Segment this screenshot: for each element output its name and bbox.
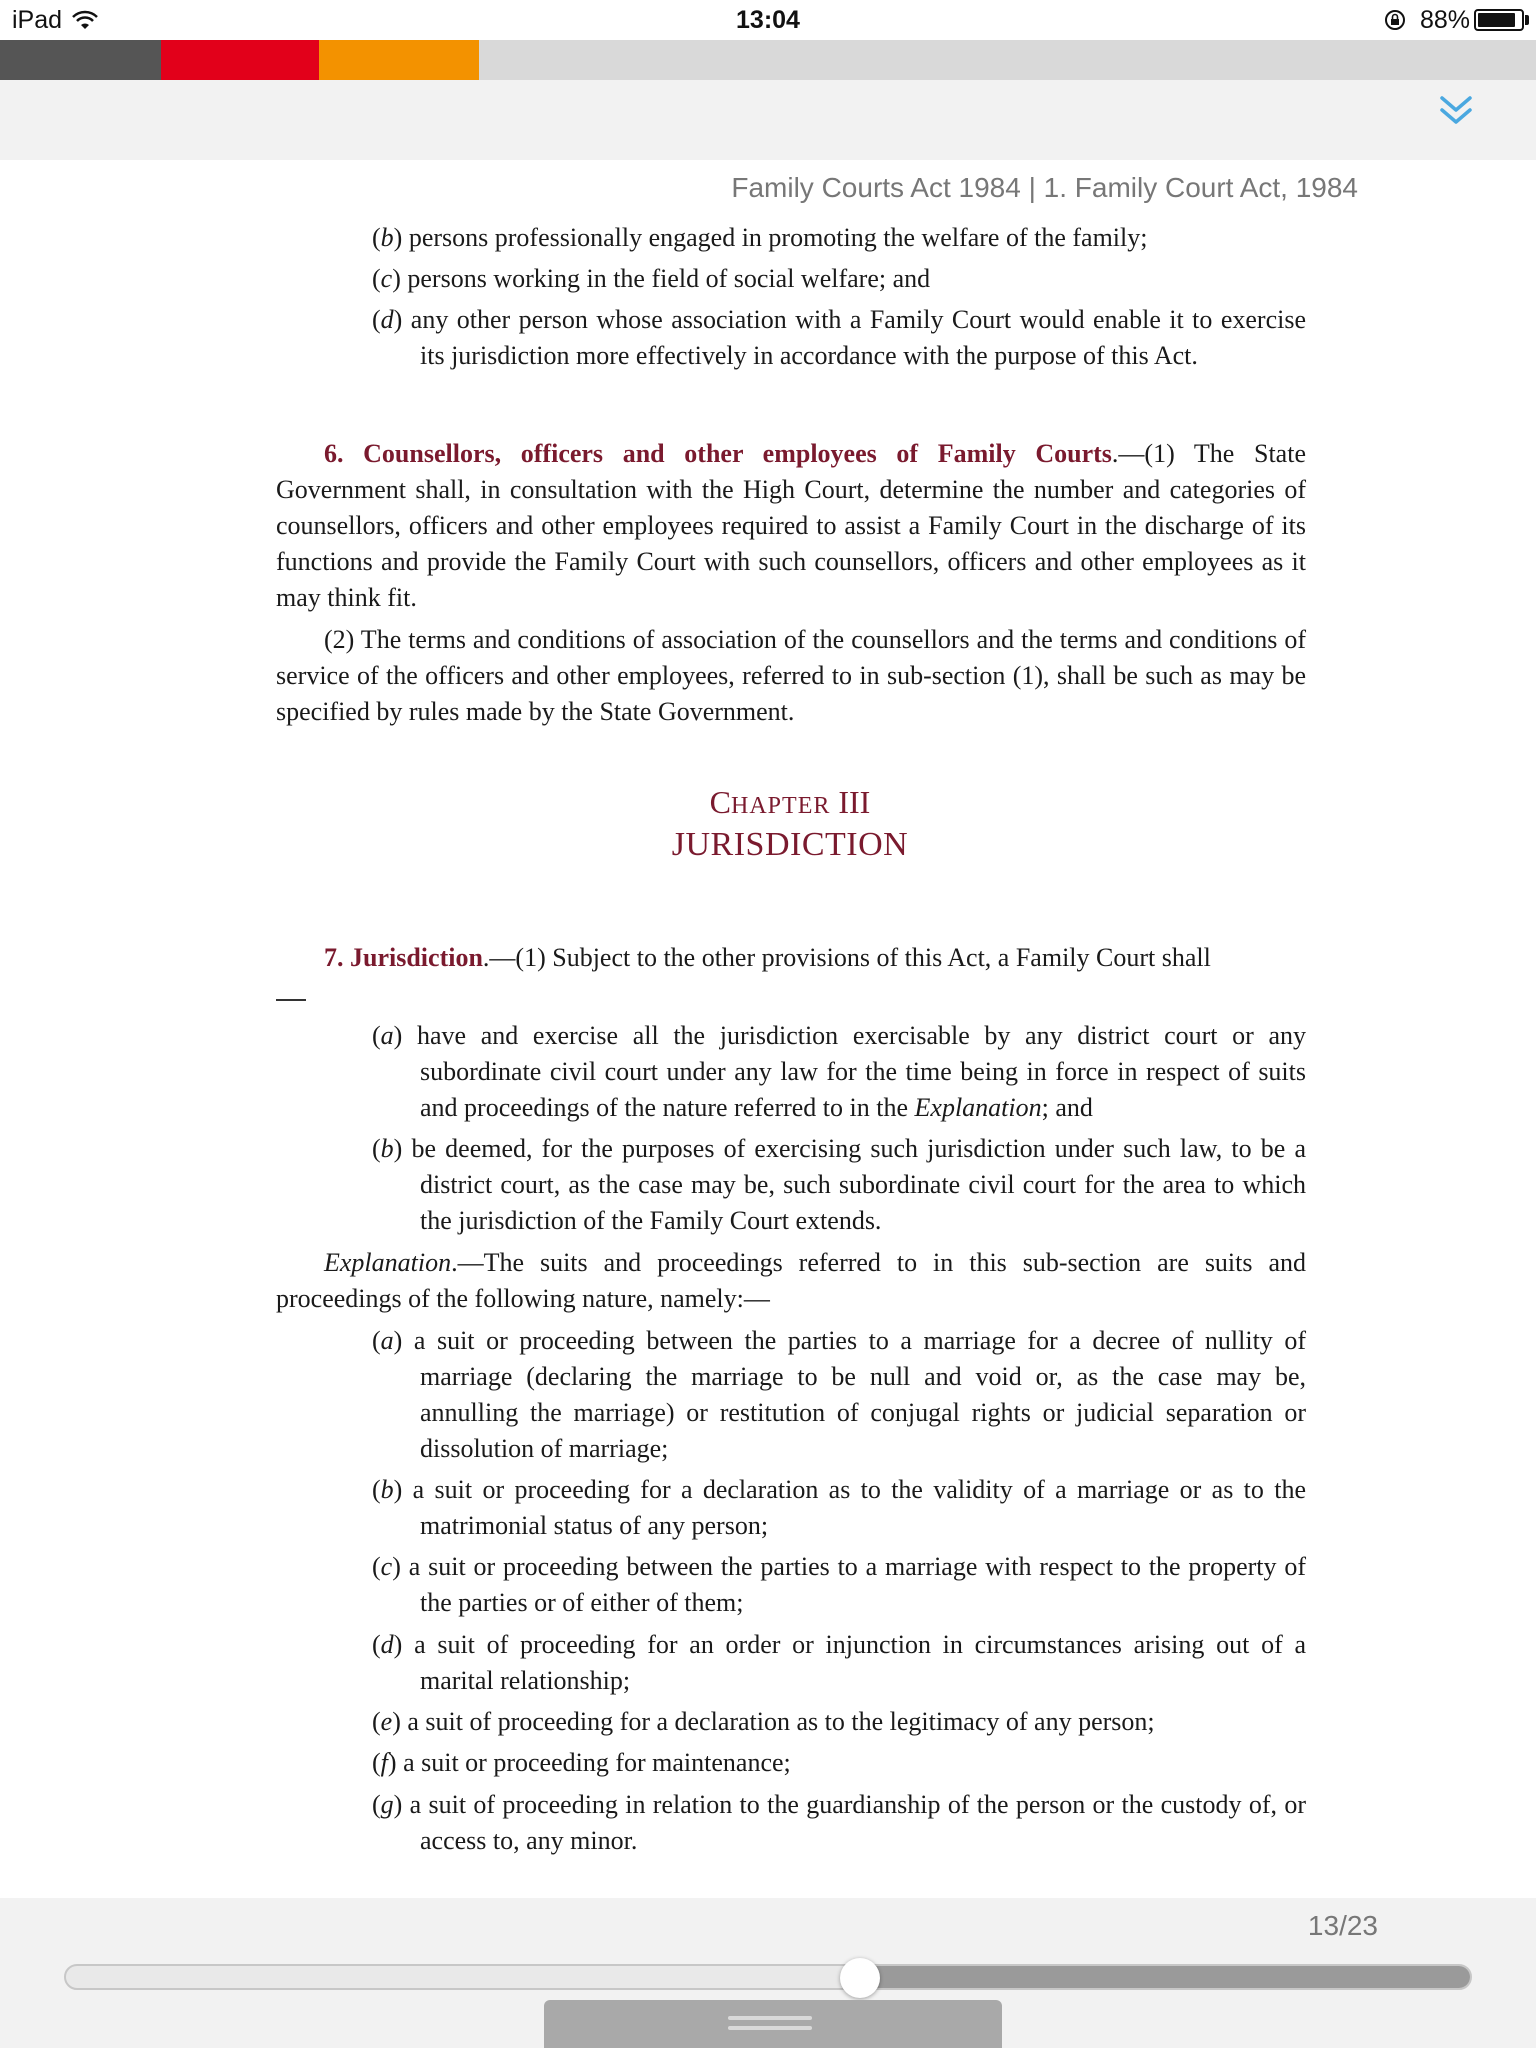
list-item-b: (b) persons professionally engaged in promoting the welfare of the family; xyxy=(372,223,1148,252)
running-head: Family Courts Act 1984 | 1. Family Court Act, 1984 xyxy=(731,172,1358,203)
list-item-c: (c) persons working in the field of social welfare; and xyxy=(372,264,931,293)
explanation-label: Explanation xyxy=(324,1248,452,1277)
explanation-paragraph: Explanation.—The suits and proceedings referred to in this sub-section are suits and proceedings of the following nature, namely:— xyxy=(276,1248,1306,1313)
em-dash-line xyxy=(276,999,306,1001)
document-page xyxy=(0,160,1536,1898)
chapter-number: CHAPTER III xyxy=(709,784,871,820)
battery-tip xyxy=(1525,15,1529,25)
double-chevron-down-icon[interactable] xyxy=(1436,90,1476,130)
list-item-b: (b) a suit or proceeding for a declaration as to the validity of a marriage or as to the matrimonial status of any person; xyxy=(372,1475,1306,1540)
device-name: iPad xyxy=(12,6,63,34)
category-strip xyxy=(0,40,1536,80)
status-bar xyxy=(0,0,1536,40)
list-item-d: (d) a suit of proceeding for an order or injunction in circumstances arising out of a marital relationship; xyxy=(372,1630,1306,1695)
section-6-paragraph-2: (2) The terms and conditions of association of the counsellors and the terms and conditions of service of the officers and other employees, referred to in sub-section (1), shall be such as may be specified by rules made by the State Government. xyxy=(276,625,1306,726)
list-item-a: (a) have and exercise all the jurisdiction exercisable by any district court or any subordinate civil court under any law for the time being in force in respect of suits and proceedings of the nature referred to in the Explanation; and xyxy=(372,1021,1306,1122)
strip-segment-dark[interactable] xyxy=(0,40,161,80)
section-7-heading: 7. Jurisdiction xyxy=(324,943,483,972)
battery-percent: 88% xyxy=(1420,6,1471,34)
reader-toolbar xyxy=(0,80,1536,160)
section-7-paragraph: 7. Jurisdiction.—(1) Subject to the other provisions of this Act, a Family Court shall xyxy=(324,943,1211,972)
rotation-lock-icon xyxy=(1383,8,1407,32)
list-item-g: (g) a suit of proceeding in relation to the guardianship of the person or the custody of, or access to, any minor. xyxy=(372,1790,1306,1855)
list-item-c: (c) a suit or proceeding between the parties to a marriage with respect to the property of the parties or of either of them; xyxy=(372,1552,1306,1617)
page-slider-thumb[interactable] xyxy=(840,1958,880,1998)
clock: 13:04 xyxy=(736,6,800,34)
section-6-heading: 6. Counsellors, officers and other employees of Family Courts xyxy=(324,439,1112,468)
list-item-d: (d) any other person whose association with a Family Court would enable it to exercise its jurisdiction more effectively in accordance with the purpose of this Act. xyxy=(372,305,1306,370)
list-item-b: (b) be deemed, for the purposes of exercising such jurisdiction under such law, to be a district court, as the case may be, such subordinate civil court for the area to which the jurisdiction of the Family Court extends. xyxy=(372,1134,1306,1235)
list-item-f: (f) a suit or proceeding for maintenance; xyxy=(372,1748,791,1777)
strip-segment-orange[interactable] xyxy=(319,40,479,80)
list-item-a: (a) a suit or proceeding between the parties to a marriage for a decree of nullity of marriage (declaring the marriage to be null and void or, as the case may be, annulling the marriage) or restitution of conjugal rights or judicial separation or dissolution of marriage; xyxy=(372,1326,1306,1463)
page-slider[interactable] xyxy=(64,1964,1472,1990)
list-item-e: (e) a suit of proceeding for a declaration as to the legitimacy of any person; xyxy=(372,1707,1155,1736)
chapter-title: JURISDICTION xyxy=(671,826,909,863)
strip-segment-red[interactable] xyxy=(161,40,319,80)
page-indicator: 13/23 xyxy=(1307,1910,1378,1941)
battery-icon xyxy=(1474,9,1524,31)
section-6-paragraph-1: 6. Counsellors, officers and other employees of Family Courts.—(1) The State Government shall, in consultation with the High Court, determine the number and categories of counsellors, officers and other employees required to assist a Family Court in the discharge of its functions and provide the Family Court with such counsellors, officers and other employees as it may think fit. xyxy=(276,439,1306,612)
drag-handle[interactable] xyxy=(544,2000,1002,2048)
